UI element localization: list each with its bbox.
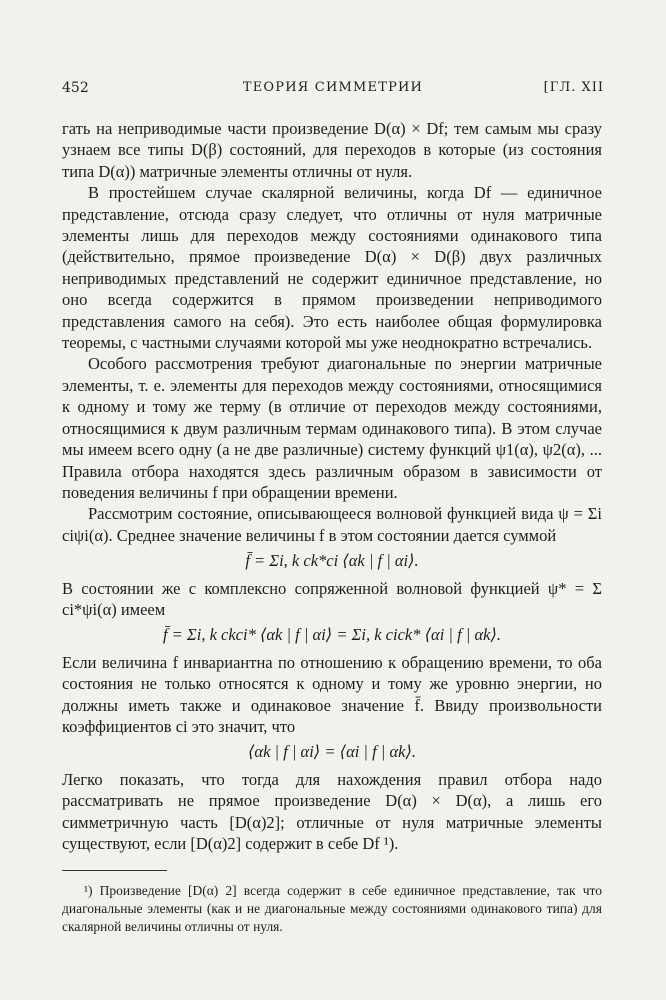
main-text — [62, 118, 602, 854]
formula-symmetry: ⟨αk | f | αi⟩ = ⟨αi | f | αk⟩. — [247, 742, 417, 762]
chapter-label: [ГЛ. XII — [543, 80, 604, 95]
page-number: 452 — [62, 80, 89, 96]
paragraph: В состоянии же с комплексно сопряженной волновой функцией ψ* = Σ ci*ψi(α) имеем — [62, 578, 602, 619]
paragraph: Рассмотрим состояние, описывающееся волновой функцией вида ψ = Σi ciψi(α). Среднее значение величины f в этом состоянии дается суммой — [62, 504, 602, 545]
formula-conjugate: f̄ = Σi, k ckci* ⟨αk | f | αi⟩ = Σi, k cick* ⟨αi | f | αk⟩. — [162, 625, 502, 645]
paragraph: В простейшем случае скалярной величины, когда Df — единичное представление, отсюда сразу следует, что отличны от нуля матричные элементы лишь для переходов между состояниями одинакового типа (действительно, прямое произведение D(α) × D(β) двух различных неприводимых представлений не содержит единичное представление, но оно всегда содержится в прямом произведении неприводимого представления самого на себя). Это есть наиболее общая формулировка теоремы, с частными случаями которой мы уже неоднократно встречались. — [62, 183, 602, 353]
paragraph: Легко показать, что тогда для нахождения правил отбора надо рассматривать не прямое произведение D(α) × D(α), а лишь его симметричную часть [D(α)2]; отличные от нуля матричные элементы существуют, если [D(α)2] содержит в себе Df ¹). — [62, 769, 602, 853]
paragraph: Особого рассмотрения требуют диагональные по энергии матричные элементы, т. е. элементы для переходов между состояниями, относящимися к одному и тому же терму (в отличие от переходов между состояниями, относящимися к двум различным термам одинакового типа). В этом случае мы имеем всего одну (а не две различные) систему функций ψ1(α), ψ2(α), ... Правила отбора находятся здесь различным образом в зависимости от поведения величины f при обращении времени. — [62, 354, 602, 502]
formula-mean-value: f̄ = Σi, k ck*ci ⟨αk | f | αi⟩. — [245, 551, 419, 571]
paragraph: гать на неприводимые части произведение D(α) × Df; тем самым мы сразу узнаем все типы D(β) состояний, для переходов в которые (из состояния типа D(α)) матричные элементы отличны от нуля. — [62, 119, 602, 181]
footnote — [62, 882, 602, 936]
running-header — [62, 80, 604, 102]
footnote-rule — [62, 870, 167, 871]
footnote-text: ¹) Произведение [D(α) 2] всегда содержит в себе единичное представление, так что диагональные элементы (как и не диагональные между состояниями одинакового типа) для скалярной величины отличны от нуля. — [62, 883, 602, 934]
running-title: ТЕОРИЯ СИММЕТРИИ — [242, 80, 424, 95]
paragraph: Если величина f инвариантна по отношению к обращению времени, то оба состояния не только относятся к одному и тому же уровню энергии, но должны иметь также и одинаковое значение f̄. Ввиду произвольности коэффициентов ci это значит, что — [62, 652, 602, 736]
